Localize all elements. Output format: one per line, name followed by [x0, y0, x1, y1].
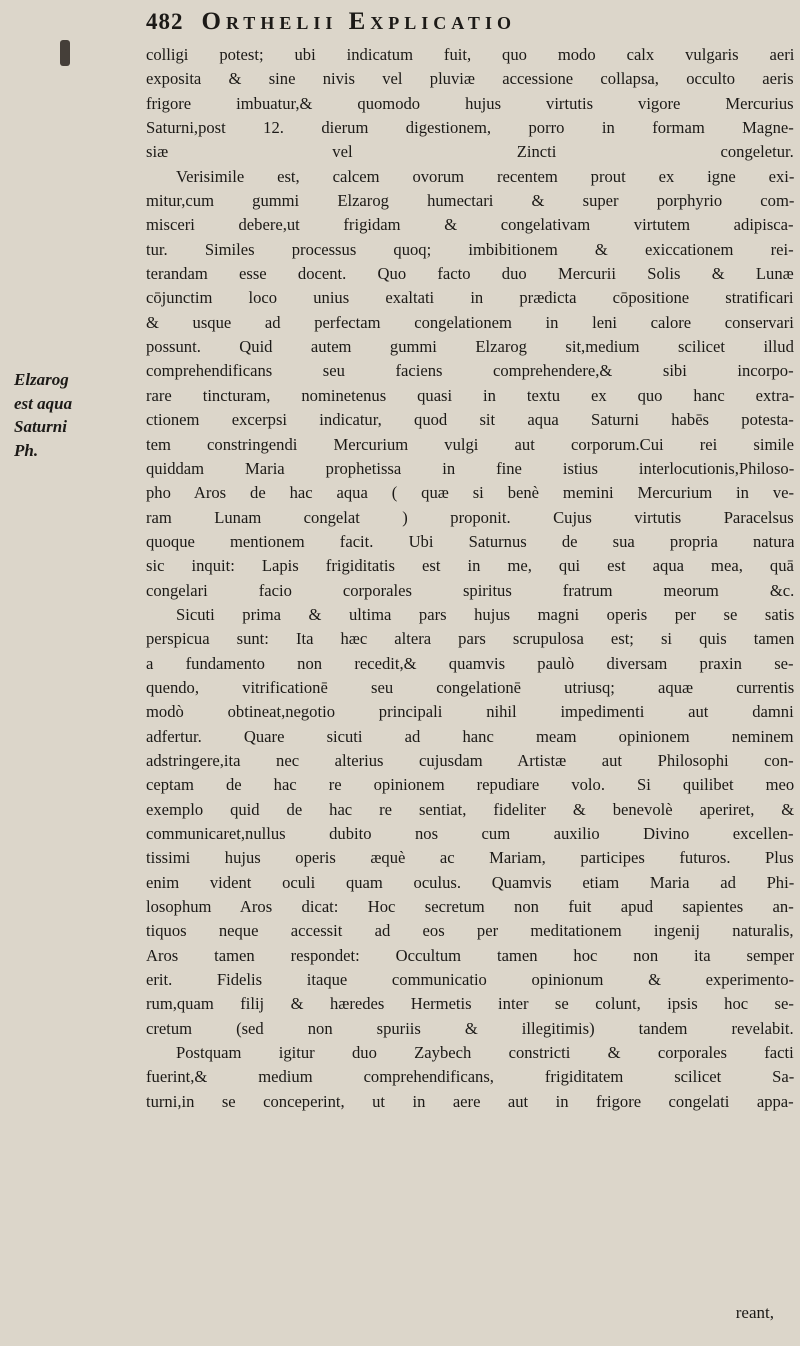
text-line: exemplo quid de hac re sentiat, fideliter & benevolè aperiret, & — [146, 799, 794, 819]
body-text — [146, 43, 794, 1114]
text-line: Aros tamen respondet: Occultum tamen hoc non ita semper — [146, 945, 794, 965]
text-line: erit. Fidelis itaque communicatio opinionum & experimento- — [146, 970, 794, 990]
paragraph — [146, 43, 794, 165]
text-line: comprehendificans seu faciens comprehendere,& sibi incorpo- — [146, 361, 794, 381]
text-line: cōjunctim loco unius exaltati in prædicta cōpositione stratificari — [146, 288, 794, 308]
text-line: Saturni,post 12. dierum digestionem, porro in formam Magne- — [146, 118, 794, 138]
margin-note-line: est aqua — [14, 393, 73, 413]
text-line: tem constringendi Mercurium vulgi aut corporum.Cui rei simile — [146, 434, 794, 454]
text-line: rum,quam filij & hæredes Hermetis inter se colunt, ipsis hoc se- — [146, 994, 794, 1014]
paragraph — [146, 603, 794, 1041]
margin-note-line: Ph. — [14, 440, 39, 460]
text-line: sic inquit: Lapis frigiditatis est in me, qui est aqua mea, quā — [146, 556, 794, 576]
paragraph — [146, 165, 794, 603]
margin-note-line: Saturni — [14, 417, 67, 436]
text-line: modò obtineat,negotio principali nihil impedimenti aut damni — [146, 702, 794, 722]
text-line: colligi potest; ubi indicatum fuit, quo modo calx vulgaris aeri — [146, 45, 794, 64]
text-line: pho Aros de hac aqua ( quæ si benè memini Mercurium in ve- — [146, 483, 794, 503]
text-line: quiddam Maria prophetissa in fine istius interlocutionis,Philoso- — [146, 458, 794, 478]
text-line: a fundamento non recedit,& quamvis paulò diversam praxin se- — [146, 653, 794, 673]
paragraph — [146, 1041, 794, 1114]
text-line: exposita & sine nivis vel pluviæ accessione collapsa, occulto aeris — [146, 69, 794, 89]
margin-note-line: Elzarog — [14, 370, 69, 389]
running-title: Orthelii Explicatio — [201, 8, 516, 35]
text-line: tissimi hujus operis æquè ac Mariam, participes futuros. Plus — [146, 848, 794, 868]
text-line: turni,in se conceperint, ut in aere aut in frigore congelati appa- — [146, 1091, 794, 1111]
page-header — [146, 8, 786, 36]
text-line: siæ vel Zincti congeletur. — [146, 142, 794, 162]
text-line: possunt. Quid autem gummi Elzarog sit,medium scilicet illud — [146, 337, 794, 357]
text-line: Sicuti prima & ultima pars hujus magni operis per se satis — [176, 604, 794, 624]
text-line: enim vident oculi quam oculus. Quamvis etiam Maria ad Phi- — [146, 872, 794, 892]
text-line: & usque ad perfectam congelationem in leni calore conservari — [146, 312, 794, 332]
text-line: Verisimile est, calcem ovorum recentem prout ex igne exi- — [176, 166, 794, 186]
ink-stain — [60, 40, 70, 66]
text-line: cretum (sed non spuriis & illegitimis) tandem revelabit. — [146, 1018, 794, 1038]
text-line: rare tincturam, nominetenus quasi in textu ex quo hanc extra- — [146, 385, 794, 405]
text-line: ram Lunam congelat ) proponit. Cujus virtutis Paracelsus — [146, 507, 794, 527]
text-line: quendo, vitrificationē seu congelationē utriusq; aquæ currentis — [146, 677, 794, 697]
margin-note — [14, 368, 132, 462]
text-line: perspicua sunt: Ita hæc altera pars scrupulosa est; si quis tamen — [146, 629, 794, 649]
text-line: adfertur. Quare sicuti ad hanc meam opinionem neminem — [146, 726, 794, 746]
page-number: 482 — [146, 9, 184, 34]
text-line: losophum Aros dicat: Hoc secretum non fuit apud sapientes an- — [146, 897, 794, 917]
text-line: adstringere,ita nec alterius cujusdam Artistæ aut Philosophi con- — [146, 750, 794, 770]
text-line: congelari facio corporales spiritus fratrum meorum &c. — [146, 580, 794, 600]
text-line: ctionem excerpsi indicatur, quod sit aqua Saturni habēs potesta- — [146, 410, 794, 430]
text-line: fuerint,& medium comprehendificans, frigiditatem scilicet Sa- — [146, 1067, 794, 1087]
text-line: frigore imbuatur,& quomodo hujus virtutis vigore Mercurius — [146, 93, 794, 113]
text-line: mitur,cum gummi Elzarog humectari & super porphyrio com- — [146, 191, 794, 211]
text-line: quoque mentionem facit. Ubi Saturnus de sua propria natura — [146, 531, 794, 551]
catchword: reant, — [735, 1303, 774, 1322]
text-line: tur. Similes processus quoq; imbibitionem & exiccationem rei- — [146, 239, 794, 259]
text-line: misceri debere,ut frigidam & congelativam virtutem adipisca- — [146, 215, 794, 235]
text-line: ceptam de hac re opinionem repudiare volo. Si quilibet meo — [146, 775, 794, 795]
text-line: Postquam igitur duo Zaybech constricti & corporales facti — [176, 1043, 794, 1063]
text-line: tiquos neque accessit ad eos per meditationem ingenij naturalis, — [146, 921, 794, 941]
text-line: terandam esse docent. Quo facto duo Mercurii Solis & Lunæ — [146, 264, 794, 284]
text-line: communicaret,nullus dubito nos cum auxilio Divino excellen- — [146, 824, 794, 843]
